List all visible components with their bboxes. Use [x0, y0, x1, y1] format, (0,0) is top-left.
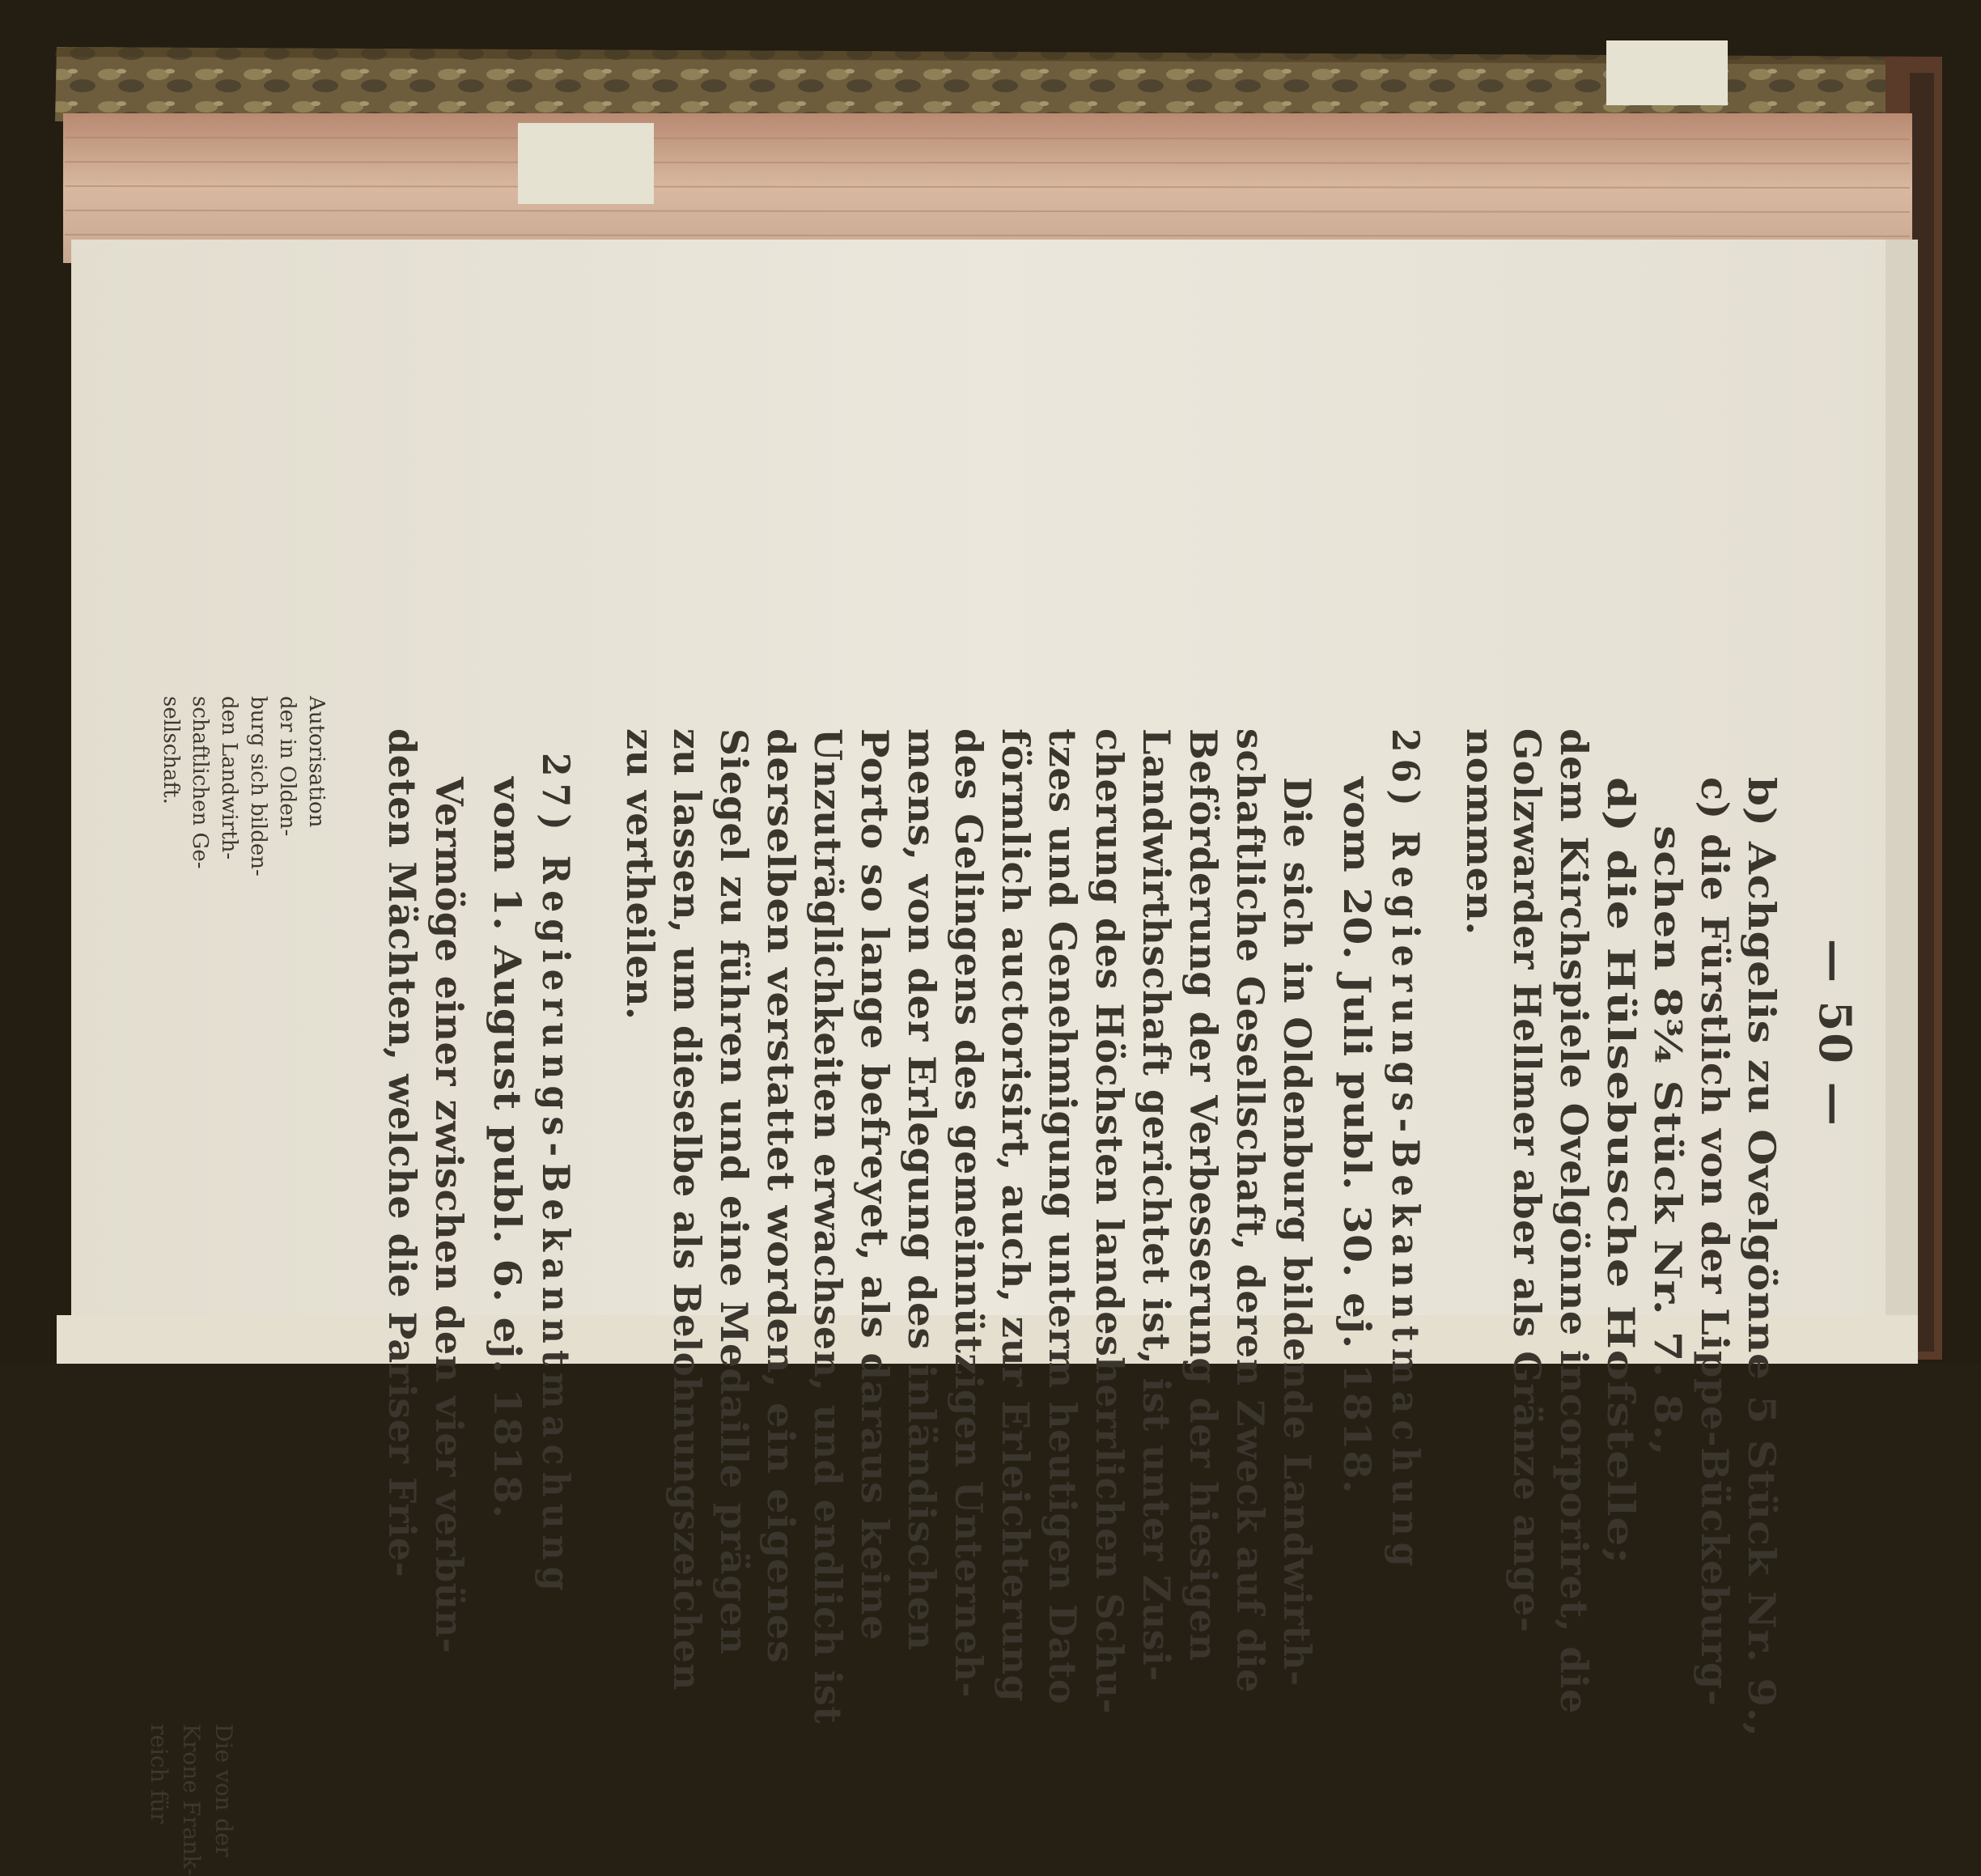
margin-note: Autorisation — [304, 696, 329, 828]
text-line: cherung des Höchsten landesherrlichen Schu- — [1088, 728, 1131, 1714]
text-line: d) die Hülsebusche Hofstelle; — [1599, 777, 1643, 1565]
margin-note: den Landwirth- — [217, 696, 241, 860]
margin-note: Die von der — [210, 1724, 237, 1857]
text-line: förmlich auctorisirt, auch, zur Erleichterung — [994, 728, 1037, 1702]
margin-note: Krone Frank- — [178, 1724, 205, 1876]
margin-note: burg sich bilden- — [246, 696, 270, 876]
section-date: vom 1. August publ. 6. ej. 1818. — [486, 777, 529, 1519]
text-line: Landwirthschaft gerichtet ist, ist unter Zusi- — [1135, 728, 1178, 1682]
text-line: Vermöge einer zwischen den vier verbün- — [427, 777, 471, 1654]
margin-note: sellschaft. — [159, 696, 183, 804]
text-line: dem Kirchspiele Ovelgönne incorporiret, die — [1552, 728, 1596, 1714]
text-line: Golzwarder Hellmer aber als Gränze ange- — [1505, 728, 1549, 1633]
text-line: Beförderung der Verbesserung der hiesigen — [1181, 728, 1225, 1662]
text-line: c) die Fürstlich von der Lippe-Bückeburg- — [1693, 777, 1737, 1707]
text-line: zu vertheilen. — [618, 728, 662, 1021]
page-number: — 50 — — [1809, 939, 1861, 1127]
page-text-block — [73, 243, 1918, 1876]
text-line: Siegel zu führen und eine Medaille prägen — [712, 728, 756, 1655]
section-heading: 27) Regierungs-Bekanntmachung — [534, 753, 578, 1598]
text-line: schaftliche Gesellschaft, deren Zweck auf die — [1228, 728, 1272, 1693]
text-line: schen 8¾ Stück Nr. 7. 8., — [1646, 826, 1690, 1457]
text-line: deten Mächten, welche die Pariser Frie- — [380, 728, 424, 1578]
text-line: nommen. — [1458, 728, 1502, 936]
text-line: tzes und Genehmigung unterm heutigen Dato — [1041, 728, 1084, 1704]
text-line: b) Achgelis zu Ovelgönne 5 Stück Nr. 9., — [1740, 777, 1784, 1738]
text-line: des Gelingens des gemeinnützigen Unterneh- — [947, 728, 990, 1698]
margin-note: schaftlichen Ge- — [188, 696, 212, 869]
page-tab-right — [1606, 40, 1728, 105]
text-line: derselben verstattet worden, ein eigenes — [759, 728, 803, 1664]
text-line: Die sich in Oldenburg bildende Landwirth- — [1275, 777, 1319, 1687]
page-tab-left — [518, 123, 654, 204]
margin-note: der in Olden- — [275, 696, 299, 837]
text-line: Porto so lange befreyet, als daraus keine — [853, 728, 897, 1641]
text-line: mens, von der Erlegung des inländischen — [900, 728, 944, 1651]
text-line: Unzuträglichkeiten erwachsen, und endlich ist — [806, 728, 850, 1725]
section-heading: 26) Regierungs-Bekanntmachung — [1384, 728, 1427, 1573]
margin-note: reich für — [146, 1724, 172, 1824]
section-date: vom 20. Juli publ. 30. ej. 1818. — [1335, 777, 1379, 1495]
text-line: zu lassen, um dieselbe als Belohnungszeichen — [665, 728, 709, 1691]
